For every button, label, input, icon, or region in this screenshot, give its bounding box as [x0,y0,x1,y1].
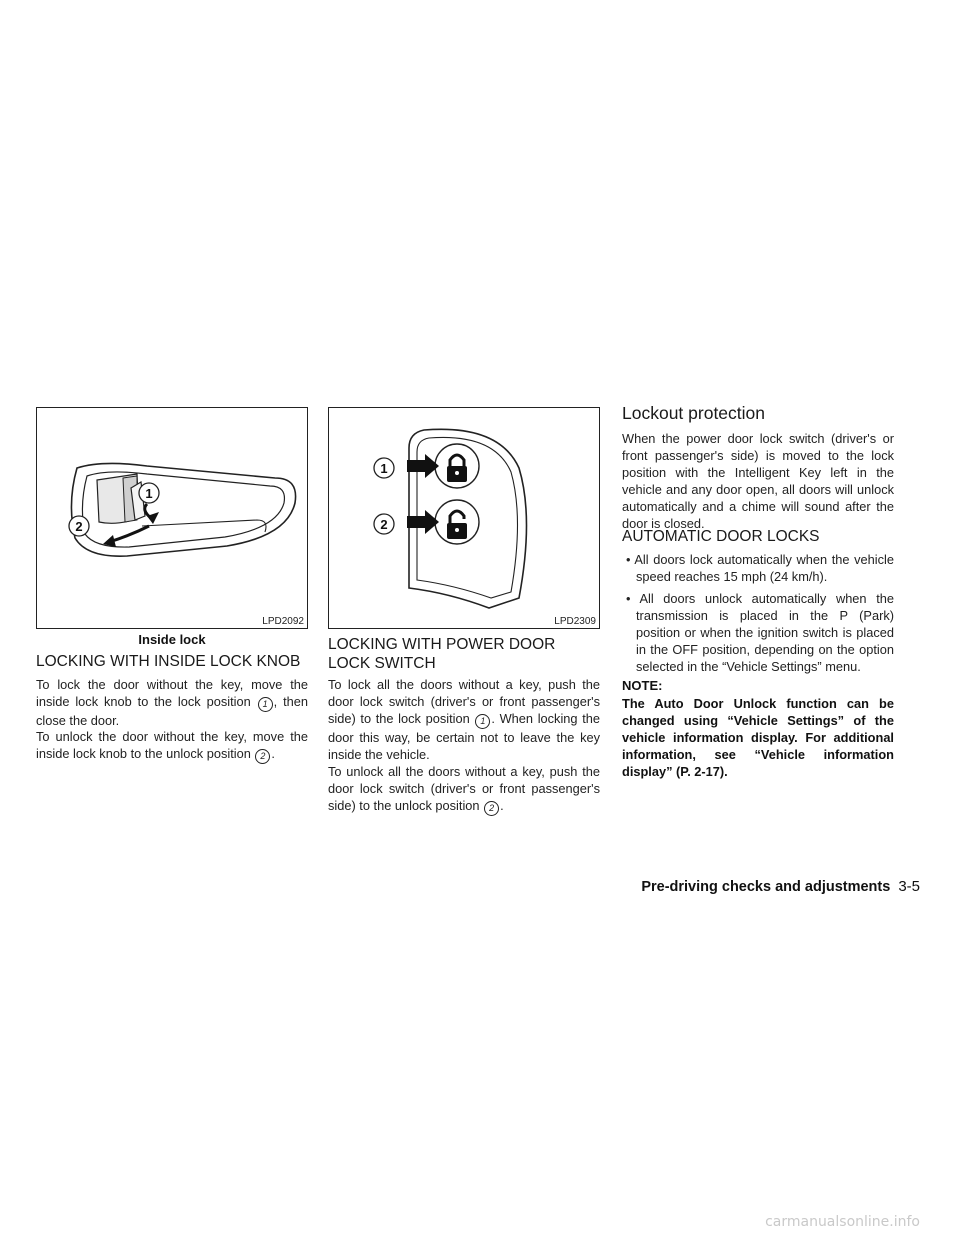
power-lock-switch-illustration [329,408,599,628]
left-callout-2: 2 [75,519,83,534]
automatic-heading: AUTOMATIC DOOR LOCKS [622,528,820,545]
bullet-item: • All doors lock automatically when the vehicle speed reaches 15 mph (24 km/h). [626,552,894,584]
middle-callout-1: 1 [380,461,388,476]
inside-lock-paragraph-2: To unlock the door without the key, move the inside lock knob to the unlock position 2 . [36,728,308,764]
left-figure-code: LPD2092 [262,616,304,627]
middle-figure-code: LPD2309 [554,616,596,627]
power-switch-paragraph-2: To unlock all the doors without a key, push the door lock switch (driver's or front passenger's side) to the unlock position 2 . [328,763,600,816]
automatic-bullets [622,551,894,680]
note-text: The Auto Door Unlock function can be changed using “Vehicle Settings” of the vehicle information display. For additional information, see “Vehicle information display” (P. 2-17). [622,696,894,779]
position-2-marker: 2 [484,801,499,816]
position-2-marker: 2 [255,749,270,764]
power-switch-paragraph-1: To lock all the doors without a key, push the door lock switch (driver's or front passenger's side) to the lock position 1 . When locking the door this way, be certain not to leave the key inside the vehicle. [328,677,600,762]
inside-lock-illustration [37,408,307,628]
left-figure-caption: Inside lock [138,632,206,647]
middle-callout-2: 2 [380,517,388,532]
bullet-item: • All doors unlock automatically when the transmission is placed in the P (Park) position or when the ignition switch is placed in the OFF position, depending on the option selected in the “Vehicle Settings” menu. [626,591,894,674]
left-callout-1: 1 [145,486,153,501]
position-1-marker: 1 [258,697,273,712]
note-label: NOTE: [622,678,663,693]
power-lock-switch-figure [328,407,600,629]
inside-lock-figure [36,407,308,629]
footer-section-title: Pre-driving checks and adjustments [641,879,891,895]
inside-lock-paragraph-1: To lock the door without the key, move the inside lock knob to the lock position 1 , then close the door. [36,677,308,728]
page-number: 3-5 [898,878,920,895]
lockout-paragraph: When the power door lock switch (driver's or front passenger's side) is moved to the lock position with the Intelligent Key left in the vehicle and any door open, all doors will unlock automatically and a chime will sound after the door is closed. [622,431,894,531]
lockout-heading: Lockout protection [622,403,766,423]
position-1-marker: 1 [475,714,490,729]
inside-lock-heading: LOCKING WITH INSIDE LOCK KNOB [36,653,301,670]
watermark: carmanualsonline.info [765,1214,920,1230]
power-switch-heading: LOCKING WITH POWER DOOR LOCK SWITCH [328,636,556,672]
page-footer [641,878,920,895]
